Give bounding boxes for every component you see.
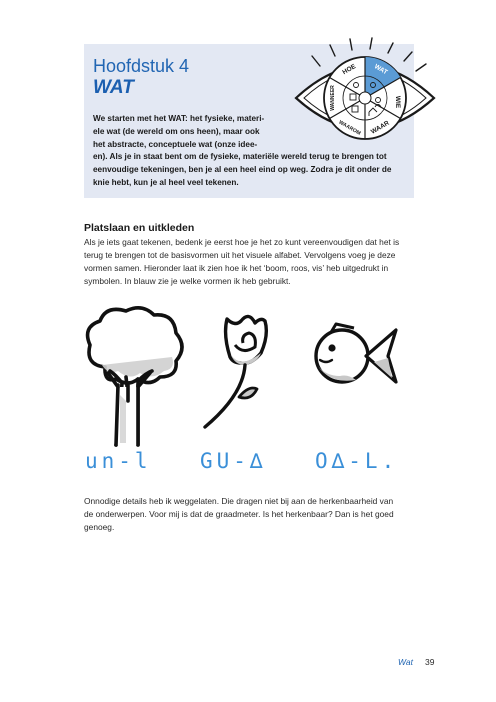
section-heading: Platslaan en uitkleden xyxy=(84,222,195,234)
shape-alphabet-row xyxy=(80,448,440,472)
segment-label-wie: WIE xyxy=(394,95,401,109)
paragraph-line: genoeg. xyxy=(84,522,115,532)
rose-shapes: GU-∆ xyxy=(200,449,267,472)
intro-line: knie hebt, kun je al heel veel tekenen. xyxy=(93,177,239,187)
paragraph-line: terug te brengen tot de basisvormen uit het visuele alfabet. Vervolgens voeg je deze xyxy=(84,250,396,260)
segment-label-waar: WAAR xyxy=(369,119,391,136)
paragraph-line: symbolen. In blauw zie je welke vormen ik heb gebruikt. xyxy=(84,276,291,286)
segment-label-waarom: WAAROM xyxy=(337,119,362,137)
fish-illustration xyxy=(310,320,405,395)
intro-line: ele wat (de wereld om ons heen), maar ook xyxy=(93,126,260,136)
segment-label-wat: WAT xyxy=(372,63,389,77)
paragraph-line: de onderwerpen. Voor mij is dat de graadmeter. Is het herkenbaar? Dan is het goed xyxy=(84,509,394,519)
footer-section-title: Wat xyxy=(398,657,413,667)
page-number: 39 xyxy=(425,657,435,667)
intro-line: eenvoudige tekeningen, ben je al een heel eind op weg. Zodra je dit onder de xyxy=(93,165,392,175)
intro-line: het abstracte, conceptuele wat (onze idee- xyxy=(93,139,258,149)
paragraph-line: Onnodige details heb ik weggelaten. Die dragen niet bij aan de herkenbaarheid van xyxy=(84,496,394,506)
segment-label-hoe: HOE xyxy=(341,63,358,77)
closing-paragraph xyxy=(84,495,424,534)
chapter-label: Hoofdstuk 4 xyxy=(93,56,190,76)
section-paragraph xyxy=(84,236,424,288)
intro-line: en). Als je in staat bent om de fysieke, materiële wereld terug te brengen tot xyxy=(93,152,387,162)
intro-line: We starten met het WAT: het fysieke, materi- xyxy=(93,114,265,123)
question-wheel xyxy=(324,57,406,139)
paragraph-line: vormen samen. Hieronder laat ik zien hoe ik het ‘boom, roos, vis’ heb uitgedrukt in xyxy=(84,263,389,273)
eye-diagram xyxy=(290,36,440,146)
chapter-title: WAT xyxy=(93,77,134,98)
tree-shapes: un-l xyxy=(85,449,152,472)
segment-label-wanneer: WANNEER xyxy=(330,85,336,111)
rose-illustration xyxy=(195,305,290,435)
fish-shapes: O∆-L. xyxy=(315,449,399,472)
paragraph-line: Als je iets gaat tekenen, bedenk je eerst hoe je het zo kunt vereenvoudigen dat het is xyxy=(84,237,400,247)
